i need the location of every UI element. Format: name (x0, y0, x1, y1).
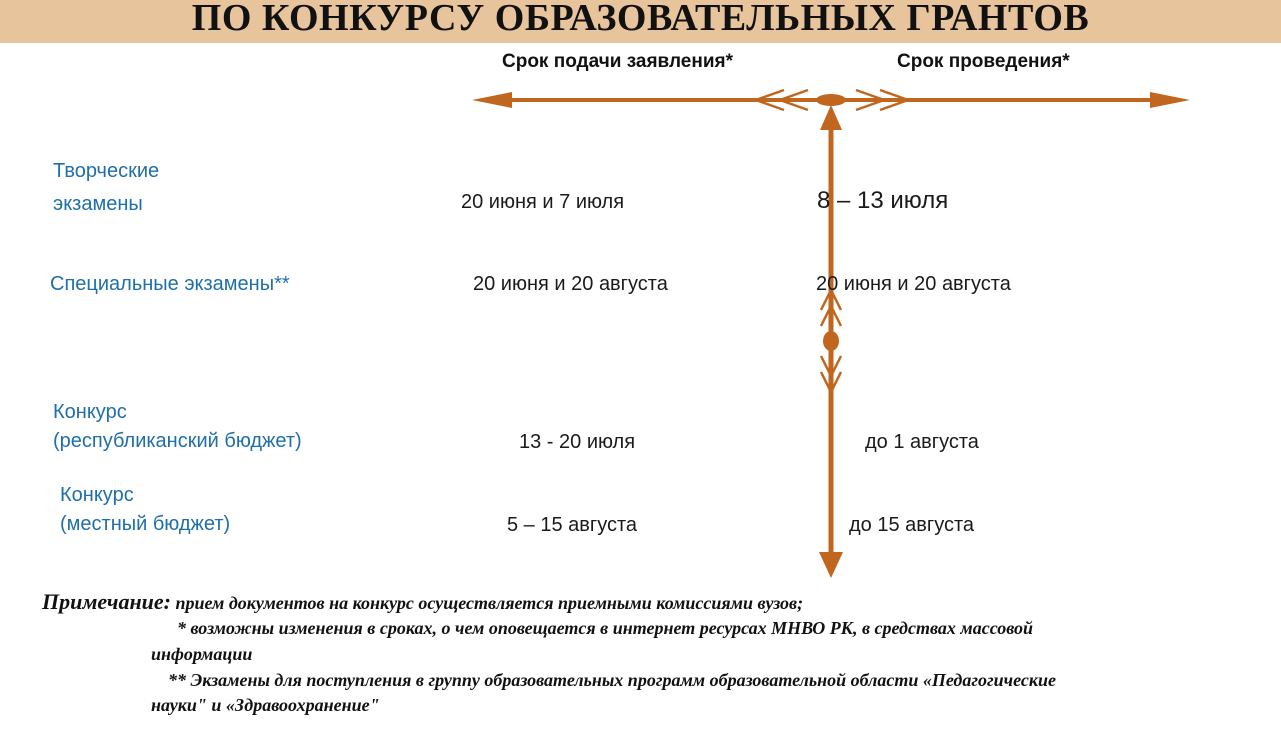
page-title: ПО КОНКУРСУ ОБРАЗОВАТЕЛЬНЫХ ГРАНТОВ (191, 0, 1090, 39)
note-text-1: прием документов на конкурс осуществляется приемными комиссиями вузов; (175, 593, 804, 613)
note-line-5: науки" и «Здравоохранение" (151, 695, 380, 715)
note-line-2: * возможны изменения в сроках, о чем оповещается в интернет ресурсах МНВО РК, в средствах массовой (177, 618, 1034, 638)
down-arrowhead (819, 552, 843, 578)
column-header-application: Срок подачи заявления* (502, 51, 733, 72)
local-budget-conduct: до 15 августа (849, 514, 975, 536)
right-arrowhead (1150, 92, 1190, 108)
creative-exams-application: 20 июня и 7 июля (461, 191, 625, 213)
row-label-special-exams (50, 269, 290, 299)
special-exams-application: 20 июня и 20 августа (473, 273, 668, 295)
note-lead: Примечание: (42, 589, 171, 614)
republican-budget-application: 13 - 20 июля (519, 431, 636, 453)
row-label-creative-exams (53, 155, 159, 221)
row-label-republican-budget (53, 398, 302, 456)
note-line-4: ** Экзамены для поступления в группу образовательных программ образовательной области «Педагогические (168, 670, 1056, 690)
republican-budget-conduct: до 1 августа (865, 431, 979, 453)
row-label-line: Конкурс (53, 401, 127, 423)
row-label-line: Творческие (53, 160, 160, 182)
row-label-line: (местный бюджет) (60, 513, 231, 535)
creative-exams-conduct: 8 – 13 июля (817, 187, 949, 214)
note-line-1 (42, 589, 803, 615)
row-label-line: Специальные экзамены** (50, 273, 290, 295)
column-header-conduct: Срок проведения* (897, 51, 1070, 72)
row-label-line: (республиканский бюджет) (53, 430, 302, 452)
center-node (816, 94, 846, 106)
up-arrowhead (820, 105, 842, 130)
special-exams-conduct: 20 июня и 20 августа (816, 273, 1011, 295)
row-label-local-budget (60, 481, 230, 539)
middle-node (823, 331, 839, 351)
row-label-line: Конкурс (60, 484, 134, 506)
local-budget-application: 5 – 15 августа (507, 514, 638, 536)
note-line-3: информации (151, 644, 253, 664)
row-label-line: экзамены (53, 193, 143, 215)
left-arrowhead (472, 92, 512, 108)
